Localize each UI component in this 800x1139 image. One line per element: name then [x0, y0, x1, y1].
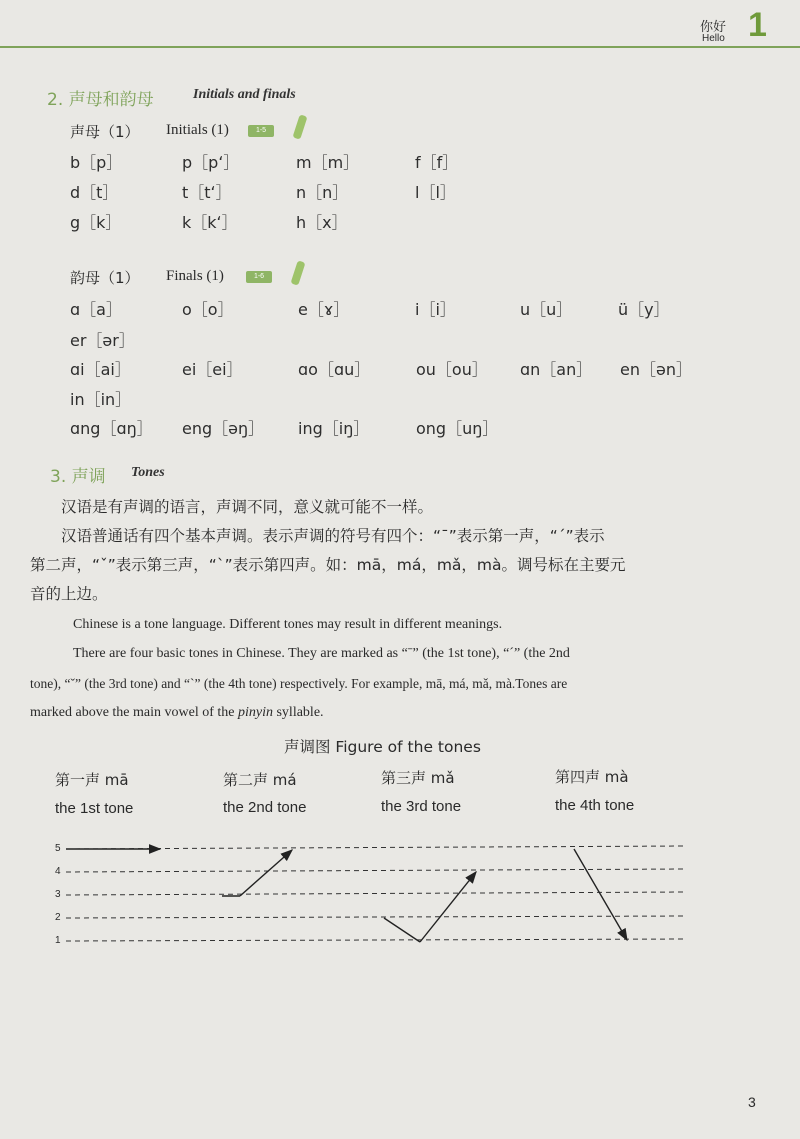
level-label: 3 — [55, 889, 61, 900]
initial-item: l［l］ — [415, 183, 456, 202]
initials-heading-en: Initials (1) — [166, 122, 229, 138]
level-line-3 — [66, 892, 685, 895]
level-label: 2 — [55, 912, 61, 923]
final-item: in［in］ — [70, 390, 132, 409]
audio-track-icon[interactable]: 1-6 — [246, 271, 272, 283]
cn-paragraph-2-line: 音的上边。 — [30, 585, 108, 603]
initial-item: t［tʻ］ — [182, 183, 232, 202]
final-item: ei［ei］ — [182, 360, 243, 379]
level-line-1 — [66, 939, 685, 941]
initial-item: n［n］ — [296, 183, 349, 202]
cn-paragraph-2-line: 第二声，“ˇ”表示第三声，“ˋ”表示第四声。如：mā，má，mǎ，mà。调号标在主要元 — [30, 556, 626, 574]
tone-label-en: the 4th tone — [555, 797, 635, 814]
final-item: u［u］ — [520, 300, 573, 319]
initial-item: h［x］ — [296, 213, 348, 232]
pinyin-term: pinyin — [237, 705, 273, 720]
final-item: ɑi［ai］ — [70, 360, 131, 379]
level-line-2 — [66, 916, 685, 918]
en-text: syllable. — [272, 705, 324, 720]
final-item: ɑng［ɑŋ］ — [70, 419, 153, 438]
initial-item: k［kʻ］ — [182, 213, 238, 232]
en-text: marked above the main vowel of the — [30, 705, 238, 720]
tone-label-en: the 2nd tone — [223, 799, 307, 816]
finals-heading-cn: 韵母（1） — [70, 269, 140, 287]
finals-heading-en: Finals (1) — [166, 268, 224, 284]
final-item: eng［əŋ］ — [182, 419, 265, 438]
final-item: ɑ［a］ — [70, 300, 122, 319]
final-item: er［ər］ — [70, 331, 135, 350]
audio-track-icon[interactable]: 1-5 — [248, 125, 274, 137]
final-item: i［i］ — [415, 300, 456, 319]
final-item: ɑo［ɑu］ — [298, 360, 371, 379]
initial-item: m［m］ — [296, 153, 360, 172]
initials-heading-cn: 声母（1） — [70, 123, 140, 141]
final-item: o［o］ — [182, 300, 234, 319]
tone-label-cn: 第一声 mā — [55, 771, 129, 789]
cn-paragraph-1: 汉语是有声调的语言，声调不同，意义就可能不一样。 — [61, 498, 434, 516]
tone-label-cn: 第三声 mǎ — [381, 769, 455, 787]
level-label: 4 — [55, 866, 61, 877]
tone3-arrow — [420, 872, 476, 942]
level-label: 5 — [55, 843, 61, 854]
cn-paragraph-2-line: 汉语普通话有四个基本声调。表示声调的符号有四个：“ˉ”表示第一声，“ˊ”表示 — [61, 527, 605, 545]
section3-title: 3. 声调 — [50, 467, 106, 487]
en-paragraph-2-line: There are four basic tones in Chinese. They are marked as “ˉ” (the 1st tone), “ˊ” (the 2nd — [73, 646, 570, 661]
initial-item: d［t］ — [70, 183, 119, 202]
section2-title: 2. 声母和韵母 — [47, 90, 154, 110]
tone2-arrow — [240, 850, 292, 896]
tone-label-cn: 第二声 má — [223, 771, 297, 789]
header-title-en: Hello — [702, 33, 725, 44]
tone-label-en: the 3rd tone — [381, 798, 462, 815]
final-item: ong［uŋ］ — [416, 419, 499, 438]
initial-item: p［pʻ］ — [182, 153, 240, 172]
figure-title: 声调图 Figure of the tones — [284, 738, 481, 756]
section3-subtitle: Tones — [131, 465, 165, 480]
section2-subtitle: Initials and finals — [193, 87, 296, 102]
final-item: ɑn［an］ — [520, 360, 593, 379]
final-item: ou［ou］ — [416, 360, 488, 379]
initial-item: f［f］ — [415, 153, 459, 172]
tone3-segment — [384, 918, 420, 942]
tone4-arrow — [574, 849, 627, 940]
page-number: 3 — [748, 1094, 756, 1110]
lesson-number: 1 — [748, 6, 767, 44]
initial-item: b［p］ — [70, 153, 123, 172]
en-paragraph-2-line: tone), “ˇ” (the 3rd tone) and “ˋ” (the 4th tone) respectively. For example, mā, má, mǎ, mà.Tones are — [30, 676, 568, 691]
final-item: en［ən］ — [620, 360, 692, 379]
header-title-cn: 你好 — [700, 20, 727, 35]
level-label: 1 — [55, 935, 61, 946]
initial-item: g［k］ — [70, 213, 122, 232]
final-item: e［ɤ］ — [298, 300, 350, 319]
en-paragraph-1: Chinese is a tone language. Different tones may result in different meanings. — [73, 617, 503, 632]
final-item: ü［y］ — [618, 300, 670, 319]
tone-label-en: the 1st tone — [55, 800, 134, 817]
final-item: ing［iŋ］ — [298, 419, 370, 438]
tone-label-cn: 第四声 mà — [555, 768, 629, 786]
level-line-4 — [66, 869, 685, 872]
